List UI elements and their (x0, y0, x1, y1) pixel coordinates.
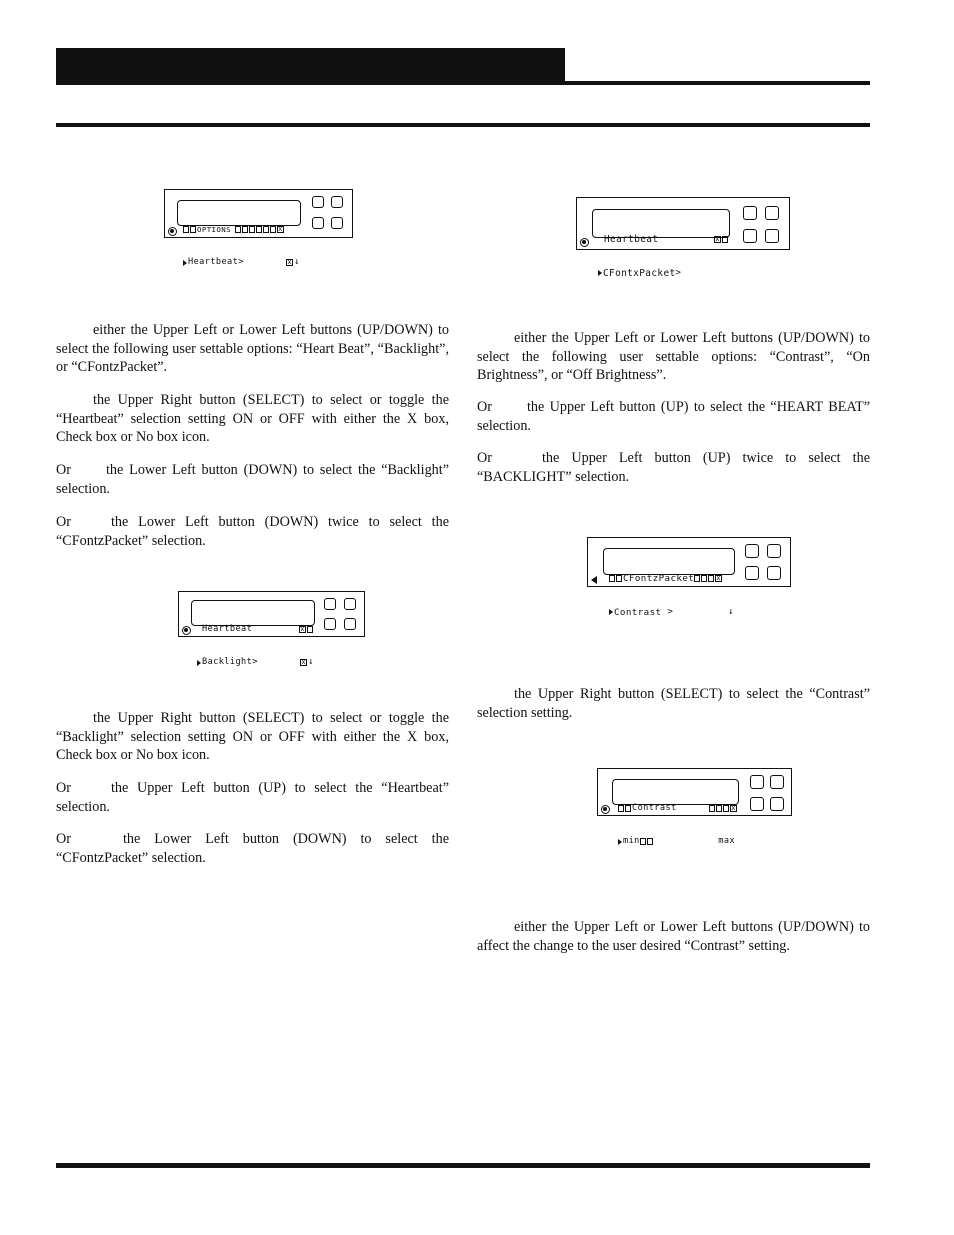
left-paragraph-2: the Upper Right button (SELECT) to select or toggle the “Heartbeat” selection setting ON or OFF with either the X box, Check box or No box icon. (56, 392, 449, 446)
lcd-bottom-text: Heartbeat (188, 257, 239, 267)
lcd-options-heartbeat (164, 189, 353, 267)
backlight-knob-icon (168, 227, 177, 236)
left-paragraph-6: Or the Upper Left button (UP) to select the “Heartbeat” selection. (56, 780, 449, 815)
upper-left-button[interactable] (750, 775, 764, 789)
footer-rule (56, 1163, 870, 1168)
lower-right-button[interactable] (344, 618, 356, 630)
lower-left-button[interactable] (312, 217, 324, 229)
upper-right-button[interactable] (344, 598, 356, 610)
lower-left-button[interactable] (745, 566, 759, 580)
speaker-icon (591, 576, 597, 584)
header-banner (56, 48, 565, 82)
header-rule-thin (56, 81, 870, 85)
lcd-bottom-text: Backlight (202, 657, 253, 667)
upper-right-button[interactable] (331, 196, 343, 208)
header-rule (56, 123, 870, 127)
lcd-top-text: Contrast (632, 803, 677, 813)
upper-left-button[interactable] (743, 206, 757, 220)
lower-left-button[interactable] (750, 797, 764, 811)
lcd-top-text: Heartbeat (604, 233, 659, 245)
upper-left-button[interactable] (324, 598, 336, 610)
backlight-knob-icon (182, 626, 191, 635)
upper-left-button[interactable] (745, 544, 759, 558)
right-paragraph-4: the Upper Right button (SELECT) to select the “Contrast” selection setting. (477, 686, 870, 721)
lcd-top-text: Heartbeat (202, 624, 253, 634)
lower-right-button[interactable] (770, 797, 784, 811)
lcd-cfontz-contrast (587, 537, 791, 618)
lower-left-button[interactable] (324, 618, 336, 630)
right-paragraph-1: either the Upper Left or Lower Left buttons (UP/DOWN) to select the following user settable options: “Contrast”, “On Brightness”, or “Off Brightness”. (477, 330, 870, 384)
lcd-bottom-text: CFontxPacket (603, 267, 676, 279)
lcd-heartbeat-backlight (178, 591, 365, 667)
lcd-screen: OPTIONS x Heartbeat > x ↓ (177, 200, 301, 226)
lcd-top-text: OPTIONS (197, 225, 231, 234)
lcd-bottom-right-text: max (718, 836, 735, 846)
left-paragraph-4: Or the Lower Left button (DOWN) twice to select the “CFontzPacket” selection. (56, 514, 449, 549)
right-paragraph-3: Or the Upper Left button (UP) twice to select the “BACKLIGHT” selection. (477, 450, 870, 485)
backlight-knob-icon (601, 805, 610, 814)
lcd-screen: Heartbeat x CFontxPacket > (592, 209, 730, 238)
left-paragraph-5: the Upper Right button (SELECT) to select or toggle the “Backlight” selection setting ON or OFF with either the X box, Check box or No box icon. (56, 710, 449, 764)
upper-right-button[interactable] (770, 775, 784, 789)
lcd-heartbeat-cfontz (576, 197, 790, 279)
left-paragraph-7: Or the Lower Left button (DOWN) to select the “CFontzPacket” selection. (56, 831, 449, 866)
lower-right-button[interactable] (767, 566, 781, 580)
lower-left-button[interactable] (743, 229, 757, 243)
upper-left-button[interactable] (312, 196, 324, 208)
lcd-bottom-left-text: min (623, 836, 640, 846)
lower-right-button[interactable] (331, 217, 343, 229)
left-paragraph-1: either the Upper Left or Lower Left buttons (UP/DOWN) to select the following user settable options: “Heart Beat”, “Backlight”, or “CFontzPacket”. (56, 322, 449, 376)
upper-right-button[interactable] (767, 544, 781, 558)
left-paragraph-3: Or the Lower Left button (DOWN) to select the “Backlight” selection. (56, 462, 449, 497)
lower-right-button[interactable] (765, 229, 779, 243)
lcd-screen: Contrast x min max (612, 779, 739, 805)
lcd-screen: CFontzPacket x Contrast > ↓ (603, 548, 735, 575)
backlight-knob-icon (580, 238, 589, 247)
right-paragraph-2: Or the Upper Left button (UP) to select the “HEART BEAT” selection. (477, 399, 870, 434)
right-paragraph-5: either the Upper Left or Lower Left buttons (UP/DOWN) to affect the change to the user desired “Contrast” setting. (477, 919, 870, 954)
upper-right-button[interactable] (765, 206, 779, 220)
lcd-bottom-text: Contrast (614, 606, 662, 618)
lcd-contrast-minmax (597, 768, 792, 846)
lcd-screen: Heartbeat x Backlight > x ↓ (191, 600, 315, 626)
lcd-top-text: CFontzPacket (623, 572, 695, 584)
